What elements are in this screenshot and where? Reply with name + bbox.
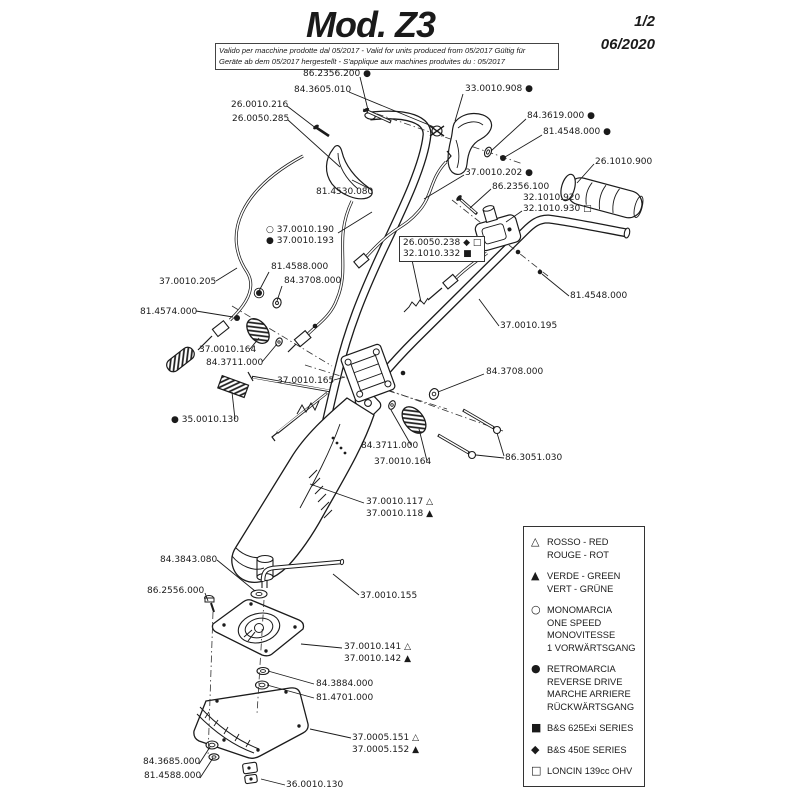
part-label: 26.0050.285 — [232, 114, 290, 124]
part-label: 37.0010.202 ● — [465, 168, 533, 178]
part-label: 84.3708.000 — [486, 367, 544, 377]
part-label: 36.0010.130 — [286, 780, 344, 790]
part-label: 81.4701.000 — [316, 693, 374, 703]
legend-text: B&S 625Exi SERIES — [547, 723, 634, 733]
validity-line-2: Geräte ab dem 05/2017 hergestellt - S'applique aux machines produites du : 05/2017 — [219, 57, 505, 66]
legend-text: MARCHE ARRIERE — [547, 689, 631, 699]
part-label: 81.4588.000 — [144, 771, 202, 781]
part-label: 26.0050.238 ◆ □ — [403, 238, 482, 248]
validity-note — [215, 43, 559, 70]
part-label: 81.4548.000 — [570, 291, 628, 301]
legend-text: ROSSO - RED — [547, 537, 609, 547]
cap-washer — [251, 590, 267, 598]
part-label: 37.0005.152 ▲ — [352, 745, 420, 755]
paddle-washer — [483, 146, 493, 158]
part-label: 32.1010.920 — [523, 193, 581, 203]
part-label: 81.4588.000 — [271, 262, 329, 272]
legend-item-reverse — [531, 663, 644, 713]
part-label: 86.2356.100 — [492, 182, 550, 192]
legend-item-red — [531, 536, 644, 561]
legend-text: ROUGE - ROT — [547, 549, 609, 560]
part-label: 37.0010.205 — [159, 277, 217, 287]
part-label: 37.0005.151 △ — [352, 733, 420, 743]
part-label: 81.4530.080 — [316, 187, 374, 197]
circle-filled-icon: ● — [531, 662, 541, 675]
legend-item-bs625 — [531, 722, 644, 735]
part-label: ● 35.0010.130 — [171, 415, 239, 425]
legend-text: MONOVITESSE — [547, 630, 616, 640]
legend-text: RETROMARCIA — [547, 664, 616, 674]
tension-spring — [218, 376, 249, 398]
legend-text: REVERSE DRIVE — [547, 676, 623, 687]
part-label: 37.0010.164 — [199, 345, 257, 355]
part-label: 37.0010.142 ▲ — [344, 654, 412, 664]
legend-text: B&S 450E SERIES — [547, 744, 627, 755]
document-date: 06/2020 — [600, 36, 655, 53]
top-plate — [212, 600, 303, 656]
square-outline-icon: □ — [531, 764, 542, 777]
part-label: 84.3711.000 — [361, 441, 419, 451]
part-label: 37.0010.141 △ — [344, 642, 412, 652]
circle-outline-icon: ○ — [531, 603, 541, 616]
part-label: 86.2356.200 ● — [303, 69, 371, 79]
paddle-nut — [500, 155, 506, 161]
cable-clamp — [242, 762, 257, 784]
part-label: 26.0010.216 — [231, 100, 289, 110]
column-body — [232, 398, 374, 582]
part-label: 84.3708.000 — [284, 276, 342, 286]
plate-nut — [256, 681, 269, 689]
part-label: 84.3843.080 — [160, 555, 218, 565]
part-label: 26.1010.900 — [595, 157, 653, 167]
part-label: 84.3685.000 — [143, 757, 201, 767]
plate-bolt — [205, 596, 215, 613]
legend-text: VERDE - GREEN — [547, 571, 621, 581]
boxed-part-labels — [399, 236, 485, 262]
part-label: 33.0010.908 ● — [465, 84, 533, 94]
legend-item-green — [531, 570, 644, 595]
legend-item-bs450 — [531, 744, 644, 757]
page-title: Mod. Z3 — [306, 4, 435, 45]
part-label: ● 37.0010.193 — [266, 236, 334, 246]
triangle-filled-icon: ▲ — [531, 569, 540, 582]
diamond-filled-icon: ◆ — [531, 742, 540, 756]
part-label: 32.1010.930 □ — [523, 204, 592, 214]
speed-paddle-lever — [448, 113, 491, 174]
legend-text: VERT - GRÜNE — [547, 583, 614, 594]
mounting-bracket — [340, 343, 396, 402]
part-label: 37.0010.165 — [277, 376, 335, 386]
part-label: 37.0010.118 ▲ — [366, 509, 434, 519]
part-label: 86.2556.000 — [147, 586, 205, 596]
plate-washer — [257, 668, 269, 675]
page-number: 1/2 — [634, 13, 655, 30]
part-label: 84.3619.000 ● — [527, 111, 595, 121]
part-label: 37.0010.155 — [360, 591, 418, 601]
legend-text: ONE SPEED — [547, 617, 602, 628]
lever-pivot-cross — [430, 126, 444, 136]
lever-bolt — [312, 124, 329, 136]
symbol-legend — [523, 526, 645, 787]
part-label: 84.3605.010 — [294, 85, 352, 95]
part-label: 81.4574.000 — [140, 307, 198, 317]
part-label: 32.1010.332 ■ — [403, 249, 472, 259]
part-label: 37.0010.164 — [374, 457, 432, 467]
legend-text: 1 VORWÄRTSGANG — [547, 642, 636, 653]
part-label: 86.3051.030 — [505, 453, 563, 463]
legend-text: RÜCKWÄRTSGANG — [547, 701, 635, 712]
part-label: ○ 37.0010.190 — [266, 225, 334, 235]
part-label: 84.3711.000 — [206, 358, 264, 368]
triangle-outline-icon: △ — [531, 535, 540, 548]
validity-line-1: Valido per macchine prodotte dal 05/2017 - Valid for units produced from 05/2017 Gültig für — [219, 46, 526, 55]
legend-item-loncin — [531, 765, 644, 778]
square-filled-icon: ■ — [531, 721, 542, 734]
part-label: 37.0010.195 — [500, 321, 558, 331]
part-label: 84.3884.000 — [316, 679, 374, 689]
part-label: 37.0010.117 △ — [366, 497, 434, 507]
legend-item-one-speed — [531, 604, 644, 654]
legend-text: LONCIN 139cc OHV — [547, 766, 633, 776]
part-label: 81.4548.000 ● — [543, 127, 611, 137]
legend-text: MONOMARCIA — [547, 605, 613, 615]
